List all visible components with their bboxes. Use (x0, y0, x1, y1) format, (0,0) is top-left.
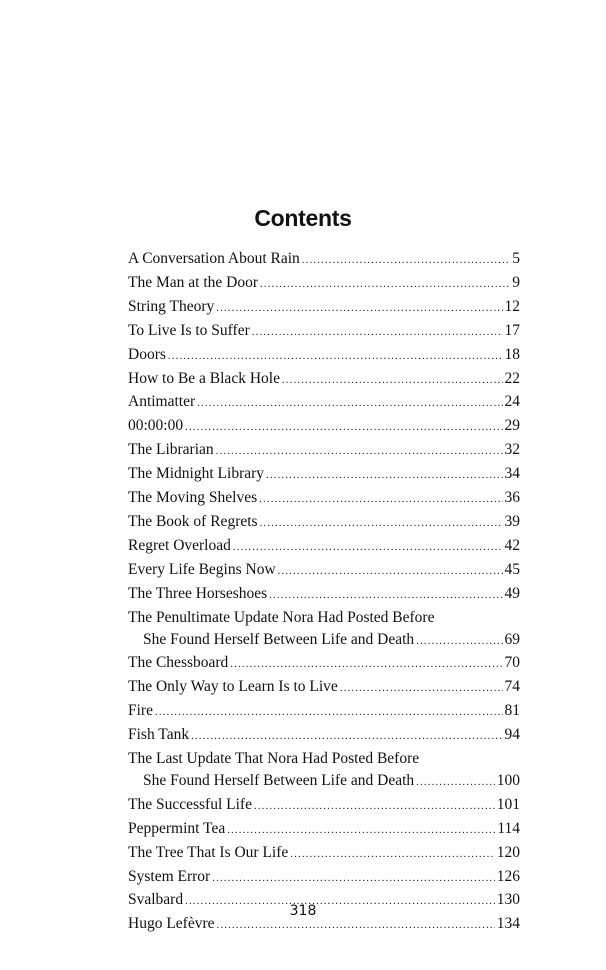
toc-entry-line (128, 818, 520, 842)
toc-entry-line (128, 724, 520, 748)
toc-entry-line (128, 559, 520, 583)
dot-leader (212, 868, 495, 890)
dot-leader (278, 561, 503, 583)
chapter-title: Antimatter (128, 393, 196, 411)
chapter-page-number: 101 (496, 795, 520, 813)
chapter-page-number: 39 (504, 512, 520, 530)
chapter-title: The Moving Shelves (128, 489, 258, 507)
chapter-title: The Man at the Door (128, 273, 258, 291)
chapter-title: System Error (128, 867, 211, 885)
chapter-page-number: 32 (504, 441, 520, 459)
chapter-title: Svalbard (128, 891, 184, 909)
toc-entry (128, 794, 520, 818)
chapter-page-number: 114 (497, 819, 520, 837)
dot-leader (233, 537, 503, 559)
toc-entry-line (128, 652, 520, 676)
dot-leader (416, 772, 495, 794)
page-title: Contents (254, 205, 352, 231)
dot-leader (168, 346, 503, 368)
chapter-page-number: 69 (504, 630, 520, 648)
toc-entry (128, 559, 520, 583)
chapter-title: Fire (128, 702, 153, 720)
chapter-title: Every Life Begins Now (128, 560, 276, 578)
chapter-page-number: 120 (496, 843, 520, 861)
chapter-page-number: 36 (504, 489, 520, 507)
toc-entry (128, 344, 520, 368)
chapter-page-number: 81 (504, 702, 520, 720)
toc-entry-line (128, 700, 520, 724)
toc-entry (128, 607, 520, 653)
dot-leader (282, 370, 503, 392)
toc-entry (128, 724, 520, 748)
chapter-title: The Book of Regrets (128, 512, 258, 530)
chapter-title: The Penultimate Update Nora Had Posted Before (128, 608, 435, 626)
dot-leader (227, 820, 495, 842)
chapter-title: The Tree That Is Our Life (128, 843, 289, 861)
chapter-page-number: 70 (504, 654, 520, 672)
chapter-title: The Three Horseshoes (128, 584, 268, 602)
toc-entry (128, 676, 520, 700)
toc-entry (128, 368, 520, 392)
dot-leader (260, 513, 503, 535)
dot-leader (269, 585, 502, 607)
dot-leader (340, 678, 503, 700)
chapter-page-number: 74 (504, 678, 520, 696)
toc-entry-line (128, 770, 520, 794)
toc-entry-line (128, 439, 520, 463)
toc-entry-line (128, 272, 520, 296)
toc-entry-line (128, 535, 520, 559)
toc-entry-line (128, 748, 520, 770)
chapter-page-number: 42 (504, 536, 520, 554)
dot-leader (230, 654, 502, 676)
toc-entry (128, 391, 520, 415)
toc-entry-line (128, 607, 520, 629)
toc-entry (128, 415, 520, 439)
toc-entry (128, 463, 520, 487)
toc-entry (128, 511, 520, 535)
dot-leader (259, 489, 502, 511)
chapter-page-number: 94 (504, 726, 520, 744)
dot-leader (185, 417, 502, 439)
chapter-title: String Theory (128, 297, 215, 315)
toc-entry (128, 320, 520, 344)
dot-leader (155, 702, 503, 724)
chapter-page-number: 18 (504, 345, 520, 363)
toc-entry-line (128, 296, 520, 320)
chapter-page-number: 126 (496, 867, 520, 885)
chapter-title: How to Be a Black Hole (128, 369, 280, 387)
toc-entry-line (128, 487, 520, 511)
chapter-page-number: 24 (504, 393, 520, 411)
dot-leader (416, 631, 502, 653)
chapter-title: The Chessboard (128, 654, 229, 672)
table-of-contents (128, 248, 520, 937)
chapter-title: Doors (128, 345, 166, 363)
dot-leader (216, 441, 503, 463)
toc-entry (128, 652, 520, 676)
chapter-page-number: 49 (504, 584, 520, 602)
toc-entry (128, 296, 520, 320)
chapter-page-number: 9 (512, 273, 520, 291)
dot-leader (191, 726, 502, 748)
dot-leader (302, 250, 510, 272)
chapter-page-number: 100 (496, 771, 520, 789)
toc-entry (128, 487, 520, 511)
toc-entry-line (128, 368, 520, 392)
toc-entry-line (128, 629, 520, 653)
chapter-page-number: 29 (504, 417, 520, 435)
toc-entry (128, 842, 520, 866)
toc-entry (128, 272, 520, 296)
chapter-title: 00:00:00 (128, 417, 184, 435)
toc-entry-line (128, 344, 520, 368)
chapter-page-number: 5 (512, 250, 520, 267)
toc-entry-line (128, 248, 520, 272)
toc-entry-line (128, 391, 520, 415)
chapter-title: The Only Way to Learn Is to Live (128, 678, 338, 696)
dot-leader (252, 322, 503, 344)
chapter-title: The Last Update That Nora Had Posted Before (128, 750, 420, 768)
toc-entry (128, 818, 520, 842)
toc-entry-line (128, 842, 520, 866)
chapter-title: Peppermint Tea (128, 819, 226, 837)
toc-entry-line (128, 866, 520, 890)
toc-entry-line (128, 415, 520, 439)
toc-entry (128, 248, 520, 272)
chapter-title: She Found Herself Between Life and Death (143, 771, 415, 789)
chapter-page-number: 45 (504, 560, 520, 578)
toc-entry-line (128, 583, 520, 607)
chapter-title: The Successful Life (128, 795, 252, 813)
toc-entry (128, 700, 520, 724)
dot-leader (290, 844, 494, 866)
chapter-page-number: 12 (504, 297, 520, 315)
chapter-title: The Librarian (128, 441, 214, 459)
chapter-title: She Found Herself Between Life and Death (143, 630, 415, 648)
chapter-page-number: 22 (504, 369, 520, 387)
page-number: 318 (289, 903, 317, 919)
chapter-page-number: 130 (496, 891, 520, 909)
dot-leader (254, 796, 495, 818)
toc-entry (128, 583, 520, 607)
toc-entry-line (128, 676, 520, 700)
chapter-title: A Conversation About Rain (128, 250, 300, 267)
dot-leader (216, 298, 502, 320)
dot-leader (266, 465, 502, 487)
chapter-title: Hugo Lefèvre (128, 915, 215, 933)
chapter-title: Regret Overload (128, 536, 231, 554)
chapter-page-number: 134 (496, 915, 520, 933)
toc-entry-line (128, 463, 520, 487)
dot-leader (260, 274, 510, 296)
chapter-title: Fish Tank (128, 726, 190, 744)
chapter-page-number: 17 (504, 321, 520, 339)
toc-entry-line (128, 794, 520, 818)
chapter-page-number: 34 (504, 465, 520, 483)
toc-entry-line (128, 320, 520, 344)
chapter-title: To Live Is to Suffer (128, 321, 250, 339)
toc-entry-line (128, 511, 520, 535)
toc-entry (128, 439, 520, 463)
toc-entry (128, 535, 520, 559)
toc-entry (128, 748, 520, 794)
toc-entry (128, 866, 520, 890)
dot-leader (197, 393, 502, 415)
chapter-title: The Midnight Library (128, 465, 265, 483)
